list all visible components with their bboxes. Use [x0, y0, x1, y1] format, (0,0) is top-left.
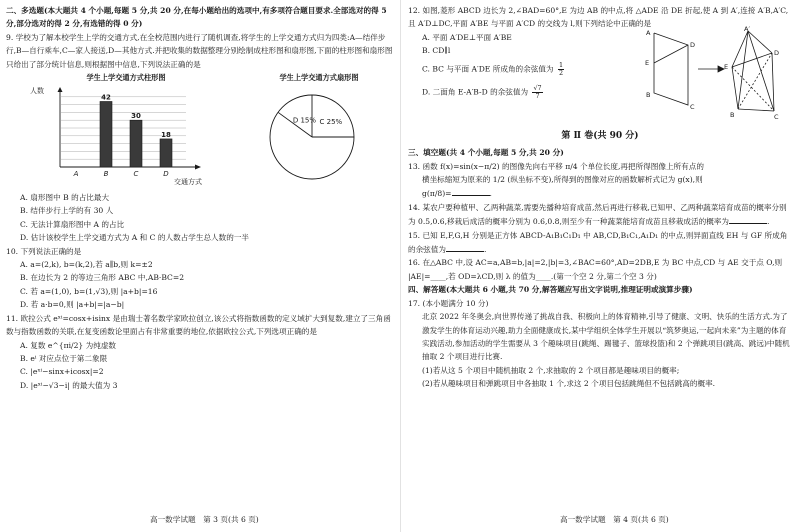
pie-label-d: D 15% — [292, 116, 317, 125]
q14: 14. 某农户要种植甲、乙两种蔬菜,需要先播种培育成苗,然后再进行移栽,已知甲、乙两种蔬菜培育成苗的概率分别为 0.5,0.6,移栽后成活的概率分别为 0.6,0.8,则至少有一种蔬菜能培育成苗且移栽成活的概率为 . — [408, 202, 787, 227]
section-multiple-choice-header: 二、多选题(本大题共 4 个小题,每题 5 分,共 20 分,在每小题给出的选项中,有多项符合题目要求.全部选对的得 5 分,部分选对的得 2 分,有选错的得 0 分) — [6, 6, 387, 29]
q9-option-d: D. 估计该校学生上学交通方式为 A 和 C 的人数占学生总人数的一半 — [20, 233, 250, 243]
bar-value-label: 42 — [101, 93, 111, 102]
x-tick-label: A — [73, 170, 79, 179]
q12-option-c-text: C. BC 与平面 A′DE 所成角的余弦值为 — [422, 64, 554, 74]
frac-numerator: 1 — [558, 60, 564, 69]
q10-option-a: A. a=(2,k), b=(k,2),若 a∥b,则 k=±2 — [20, 260, 153, 270]
q11-option-a: A. 复数 e^{πi/2} 为纯虚数 — [20, 340, 117, 350]
q10-option-b: B. 在边长为 2 的等边三角形 ABC 中,AB·BC=2 — [20, 273, 185, 283]
q9-option-b: B. 结伴步行上学的有 30 人 — [20, 206, 114, 216]
bar-c — [130, 120, 142, 167]
section-fill-in-header: 三、填空题(共 4 个小题,每题 5 分,共 20 分) — [408, 148, 564, 158]
q14-text: 14. 某农户要种植甲、乙两种蔬菜,需要先播种培育成苗,然后再进行移栽,已知甲、乙两种蔬菜培育成苗的概率分别为 0.5,0.6,移栽后成活的概率分别为 0.6,0.8,则至少有一种蔬菜能培育成苗且移栽成活的概率为 — [408, 202, 787, 227]
q13-expression: g(π/8)= — [422, 189, 452, 199]
y-axis-arrow — [58, 87, 63, 92]
q11-option-d: D. |eˣⁱ−√3−i| 的最大值为 3 — [20, 380, 118, 390]
right-page — [408, 4, 792, 391]
pie-chart-svg — [254, 71, 384, 191]
q17-sub2: (2)若从趣味项目和弹跳项目中各抽取 1 个,求这 2 个项目包括跳绳但不包括跳高的概率. — [422, 379, 716, 389]
label-point: B — [646, 90, 651, 99]
label-point: D — [690, 40, 696, 49]
q10-stem: 10. 下列说法正确的是 — [6, 246, 82, 256]
q10-option-c: C. 若 a=(1,0), b=(1,√3),则 |a+b|=16 — [20, 286, 158, 296]
x-tick-label: C — [133, 170, 139, 179]
label-point: E — [645, 58, 650, 67]
pie-label-c: C 25% — [319, 118, 343, 127]
label-point: A — [646, 28, 651, 37]
answer-blank[interactable] — [452, 186, 490, 196]
q11-option-b: B. eⁱ 对应点位于第二象限 — [20, 353, 108, 363]
x-axis-arrow — [195, 165, 201, 170]
q13-line1: 13. 函数 f(x)=sin(x−π/2) 的图像先向右平移 π/4 个单位长度,再把所得图像上所有点的 — [408, 161, 704, 171]
bar-b — [100, 102, 112, 168]
q9-charts — [6, 71, 398, 191]
left-page — [6, 4, 398, 392]
bar-d — [160, 139, 172, 167]
label-point: D — [774, 48, 780, 57]
bar-chart-svg — [26, 71, 226, 191]
q12-option-d — [408, 85, 638, 100]
q11-stem: 11. 欧拉公式 eˣⁱ=cosx+isinx 是由瑞士著名数学家欧拉创立,该公式将指数函数的定义域扩大到复数,建立了三角函数与指数函数的关联,在复变函数论里面占有非常重要的地位,依据欧拉公式,下列选项正确的是 — [6, 313, 391, 337]
frac-numerator: √7 — [533, 83, 542, 92]
q10-option-d: D. 若 a·b=0,则 |a+b|=|a−b| — [20, 300, 125, 310]
pie-chart — [254, 71, 384, 191]
bar-value-label: 30 — [131, 112, 141, 121]
q16: 16. 在△ABC 中,设 AC=a,AB=b,|a|=2,|b|=3,∠BAC=60°,AD=2DB,E 为 BC 中点,CD 与 AE 交于点 O,则 |AE|=____,若 OD=λCD,则 λ 的值为____.(第一个空 2 分,第二个空 3 分) — [408, 258, 783, 281]
label-point: C — [690, 102, 695, 111]
q12-option-a: A. 平面 A′DE⊥平面 A′BE — [422, 32, 512, 42]
label-point: A′ — [744, 24, 750, 33]
label-point: B — [730, 110, 735, 119]
q13-line3: g(π/8)= . — [408, 186, 792, 200]
page-divider — [400, 0, 401, 532]
q17-head: 17. (本小题满分 10 分) — [408, 298, 489, 308]
answer-blank[interactable] — [729, 214, 767, 224]
q12-block — [408, 24, 792, 127]
q12-option-d-text: D. 二面角 E-A′B-D 的余弦值为 — [422, 87, 529, 97]
frac-denominator: 2 — [558, 68, 564, 77]
answer-blank[interactable] — [446, 242, 484, 252]
q13-line2: 横坐标缩短为原来的 1/2 (纵坐标不变),所得到的图像对应的函数解析式记为 g(x),则 — [422, 175, 703, 185]
q12-option-c-fraction — [558, 62, 564, 77]
bar-chart-title: 学生上学交通方式柱形图 — [86, 73, 166, 83]
q9-stem: 9. 学校为了解本校学生上学的交通方式,在全校范围内进行了随机调查,将学生的上学交通方式归为四类:A—结伴步行,B—自行乘车,C—家人接送,D—其他方式.并把收集的数据整理分别绘制成柱形图和扇形图,下面的柱形图和扇形图只给出了部分统计信息,则根据图中信息,下列说法正确的是 — [6, 32, 393, 69]
q15: 15. 已知 E,F,G,H 分别是正方体 ABCD-A₁B₁C₁D₁ 中 AB,CD,B₁C₁,A₁D₁ 的中点,则异面直线 EH 与 GF 所成角的余弦值为 . — [408, 230, 788, 255]
bar-value-label: 18 — [161, 130, 171, 139]
bar-chart — [26, 71, 226, 191]
q12-stem: 12. 如图,菱形 ABCD 边长为 2,∠BAD=60°,E 为边 AB 的中点,将 △ADE 沿 DE 折起,使 A 到 A′,连接 A′B,A′C,且 A′D⊥DC,平面 A′BE 与平面 A′CD 的交线为 l,则下列结论中正确的是 — [408, 6, 789, 29]
q12-option-d-fraction — [532, 85, 542, 100]
right-footer: 高一数学试题 第 4 页(共 6 页) — [560, 515, 669, 524]
q17-body: 北京 2022 年冬奥会,向世界传递了挑战自我、积极向上的体育精神,引导了健康、文明、快乐的生活方式.为了激发学生的体育运动兴趣,助力全面健康成长,某中学组织全体学生开展以“筑梦奥运,一起向未来”为主题的体育实践活动,参加活动的学生需要从 3 个趣味项目(跳绳、踢毽子、篮球投篮)和 2 个弹跳项目(跳高、跳远)中随机抽取 2 个项目进行比赛. — [422, 312, 790, 362]
label-point: E — [724, 62, 729, 71]
q9-option-c: C. 无法计算扇形图中 A 的占比 — [20, 219, 125, 229]
q12-rhombus-figure — [640, 25, 790, 125]
q9-option-a: A. 扇形图中 B 的占比最大 — [20, 193, 110, 203]
label-point: C — [774, 112, 779, 121]
q12-options — [408, 31, 638, 100]
q15-text: 15. 已知 E,F,G,H 分别是正方体 ABCD-A₁B₁C₁D₁ 中 AB,CD,B₁C₁,A₁D₁ 的中点,则异面直线 EH 与 GF 所成角的余弦值为 — [408, 230, 788, 255]
q12-option-c — [408, 62, 638, 77]
left-footer: 高一数学试题 第 3 页(共 6 页) — [150, 515, 259, 524]
x-tick-label: D — [163, 170, 169, 179]
x-tick-label: B — [103, 170, 109, 179]
section-solution-header: 四、解答题(本大题共 6 小题,共 70 分,解答题应写出文字说明,推理证明或演算步骤) — [408, 285, 693, 295]
frac-denominator: 7 — [535, 91, 540, 100]
pie-chart-title: 学生上学交通方式扇形图 — [279, 73, 359, 83]
q11-option-c: C. |eˣⁱ−sinx+icosx|=2 — [20, 367, 104, 377]
q17-sub1: (1)若从这 5 个项目中随机抽取 2 个,求抽取的 2 个项目都是趣味项目的概率; — [422, 365, 680, 375]
bar-chart-xlabel: 交通方式 — [174, 178, 202, 187]
q12-option-b: B. CD∥l — [422, 46, 451, 56]
bar-chart-ylabel: 人数 — [30, 87, 44, 96]
part-two-title: 第 Ⅱ 卷(共 90 分) — [561, 130, 639, 141]
